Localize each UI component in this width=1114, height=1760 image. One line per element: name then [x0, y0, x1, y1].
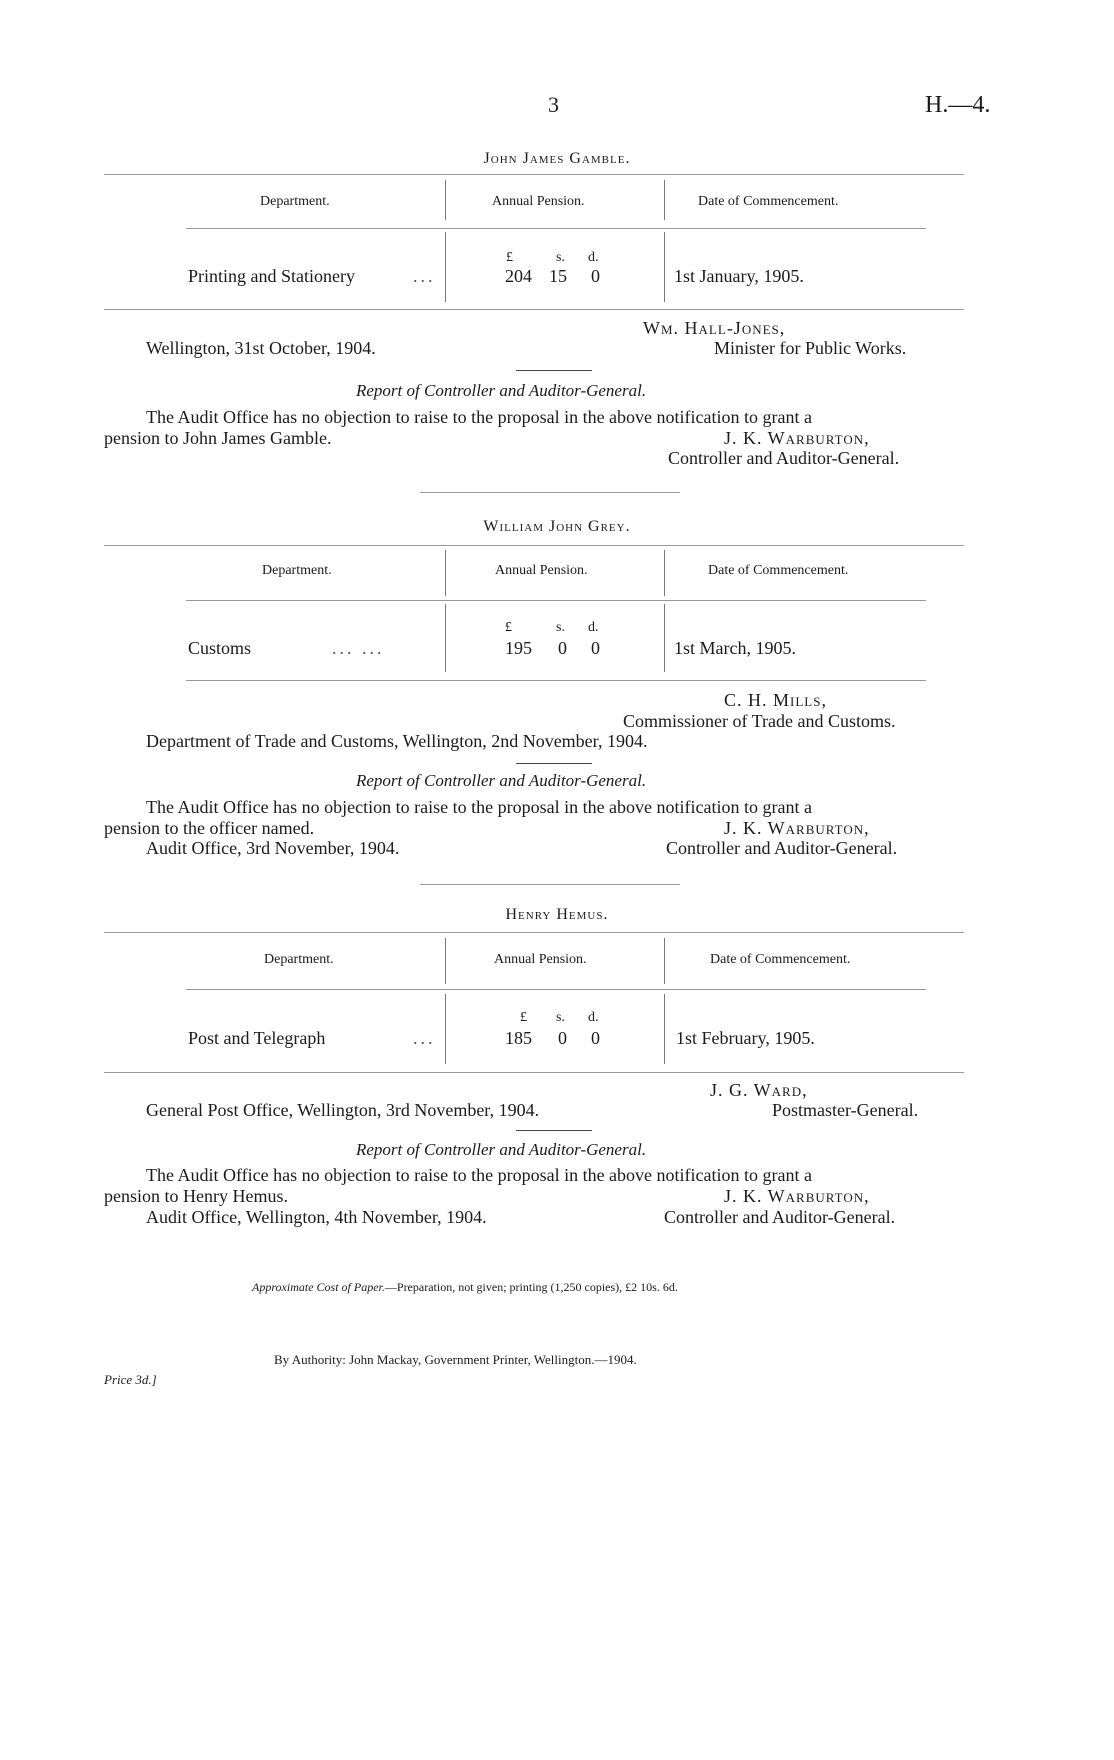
col-divider — [664, 232, 665, 302]
auditor-name: J. K. Warburton, — [724, 428, 870, 448]
department-value: Customs — [188, 638, 252, 658]
report-text: pension to John James Gamble. — [104, 428, 332, 448]
pension-pence: 0 — [591, 266, 600, 286]
pension-shillings: 0 — [558, 638, 567, 658]
report-text: pension to the officer named. — [104, 818, 315, 838]
header-rule — [186, 989, 926, 990]
header-rule — [186, 600, 926, 601]
section-divider — [420, 492, 680, 493]
signer-title: Commissioner of Trade and Customs. — [623, 711, 896, 731]
commencement-date: 1st February, 1905. — [676, 1028, 815, 1048]
pension-shillings: 15 — [549, 266, 567, 286]
col-header-date: Date of Commencement. — [698, 194, 839, 209]
col-divider — [664, 938, 665, 984]
col-header-date: Date of Commencement. — [708, 563, 849, 578]
col-header-pension: Annual Pension. — [494, 952, 587, 967]
printer-imprint: By Authority: John Mackay, Government Printer, Wellington.—1904. — [274, 1352, 637, 1367]
auditor-name: J. K. Warburton, — [724, 1186, 870, 1206]
leader-dots: ... ... — [332, 638, 385, 658]
pension-pounds: 204 — [505, 266, 532, 286]
pension-pence: 0 — [591, 638, 600, 658]
col-divider — [445, 604, 446, 672]
col-header-pension: Annual Pension. — [492, 194, 585, 209]
table-bottom-rule — [104, 1072, 964, 1073]
pension-shillings: 0 — [558, 1028, 567, 1048]
col-header-department: Department. — [262, 563, 332, 578]
col-header-department: Department. — [264, 952, 334, 967]
col-divider — [664, 604, 665, 672]
col-divider — [445, 938, 446, 984]
shilling-symbol: s. — [556, 250, 565, 265]
auditor-name: J. K. Warburton, — [724, 818, 870, 838]
col-divider — [445, 232, 446, 302]
report-text: pension to Henry Hemus. — [104, 1186, 288, 1206]
col-divider — [664, 994, 665, 1064]
signature-place-date: Wellington, 31st October, 1904. — [146, 338, 376, 358]
shilling-symbol: s. — [556, 1010, 565, 1025]
col-header-department: Department. — [260, 194, 330, 209]
table-top-rule — [104, 545, 964, 546]
table-top-rule — [104, 174, 964, 175]
report-title: Report of Controller and Auditor-General. — [356, 771, 647, 790]
report-text: The Audit Office has no objection to raise to the proposal in the above notification to grant a — [146, 1165, 812, 1185]
col-divider — [664, 550, 665, 596]
col-divider — [445, 994, 446, 1064]
report-title: Report of Controller and Auditor-General. — [356, 1140, 647, 1159]
price-label: Price 3d.] — [104, 1372, 157, 1387]
document-reference: H.—4. — [925, 92, 991, 118]
pound-symbol: £ — [506, 250, 513, 265]
signer-title: Minister for Public Works. — [714, 338, 907, 358]
table-top-rule — [104, 932, 964, 933]
pound-symbol: £ — [520, 1010, 527, 1025]
col-header-pension: Annual Pension. — [495, 563, 588, 578]
section-heading-gamble: John James Gamble. — [483, 150, 631, 167]
col-divider — [664, 180, 665, 220]
signer-name: J. G. Ward, — [710, 1080, 808, 1100]
header-rule — [186, 228, 926, 229]
approximate-cost-note: Approximate Cost of Paper.—Preparation, not given; printing (1,250 copies), £2 10s. 6d. — [252, 1280, 678, 1294]
report-title: Report of Controller and Auditor-General. — [356, 381, 647, 400]
pence-symbol: d. — [588, 1010, 599, 1025]
page-number: 3 — [548, 92, 559, 117]
commencement-date: 1st March, 1905. — [674, 638, 796, 658]
leader-dots: ... — [413, 1028, 436, 1048]
table-bottom-rule — [104, 309, 964, 310]
section-heading-grey: William John Grey. — [483, 518, 631, 535]
table-bottom-rule — [186, 680, 926, 681]
report-text: The Audit Office has no objection to raise to the proposal in the above notification to grant a — [146, 797, 812, 817]
auditor-title: Controller and Auditor-General. — [666, 838, 898, 858]
short-divider — [516, 370, 592, 371]
shilling-symbol: s. — [556, 620, 565, 635]
col-header-date: Date of Commencement. — [710, 952, 851, 967]
department-value: Printing and Stationery — [188, 266, 355, 286]
short-divider — [516, 1130, 592, 1131]
auditor-title: Controller and Auditor-General. — [664, 1207, 896, 1227]
department-value: Post and Telegraph — [188, 1028, 326, 1048]
short-divider — [516, 763, 592, 764]
pension-pence: 0 — [591, 1028, 600, 1048]
audit-place-date: Audit Office, Wellington, 4th November, 1904. — [146, 1207, 487, 1227]
pension-pounds: 195 — [505, 638, 532, 658]
audit-place-date: Audit Office, 3rd November, 1904. — [146, 838, 400, 858]
col-divider — [445, 550, 446, 596]
signer-name: Wm. Hall-Jones, — [643, 318, 786, 338]
pence-symbol: d. — [588, 620, 599, 635]
signer-name: C. H. Mills, — [724, 690, 827, 710]
leader-dots: ... — [413, 266, 436, 286]
signer-title: Postmaster-General. — [772, 1100, 919, 1120]
pension-pounds: 185 — [505, 1028, 532, 1048]
signature-place-date: General Post Office, Wellington, 3rd November, 1904. — [146, 1100, 540, 1120]
report-text: The Audit Office has no objection to raise to the proposal in the above notification to grant a — [146, 407, 812, 427]
section-heading-hemus: Henry Hemus. — [505, 906, 609, 923]
col-divider — [445, 180, 446, 220]
pound-symbol: £ — [505, 620, 512, 635]
auditor-title: Controller and Auditor-General. — [668, 448, 900, 468]
pence-symbol: d. — [588, 250, 599, 265]
signature-place-date: Department of Trade and Customs, Wellington, 2nd November, 1904. — [146, 731, 648, 751]
commencement-date: 1st January, 1905. — [674, 266, 804, 286]
section-divider — [420, 884, 680, 885]
